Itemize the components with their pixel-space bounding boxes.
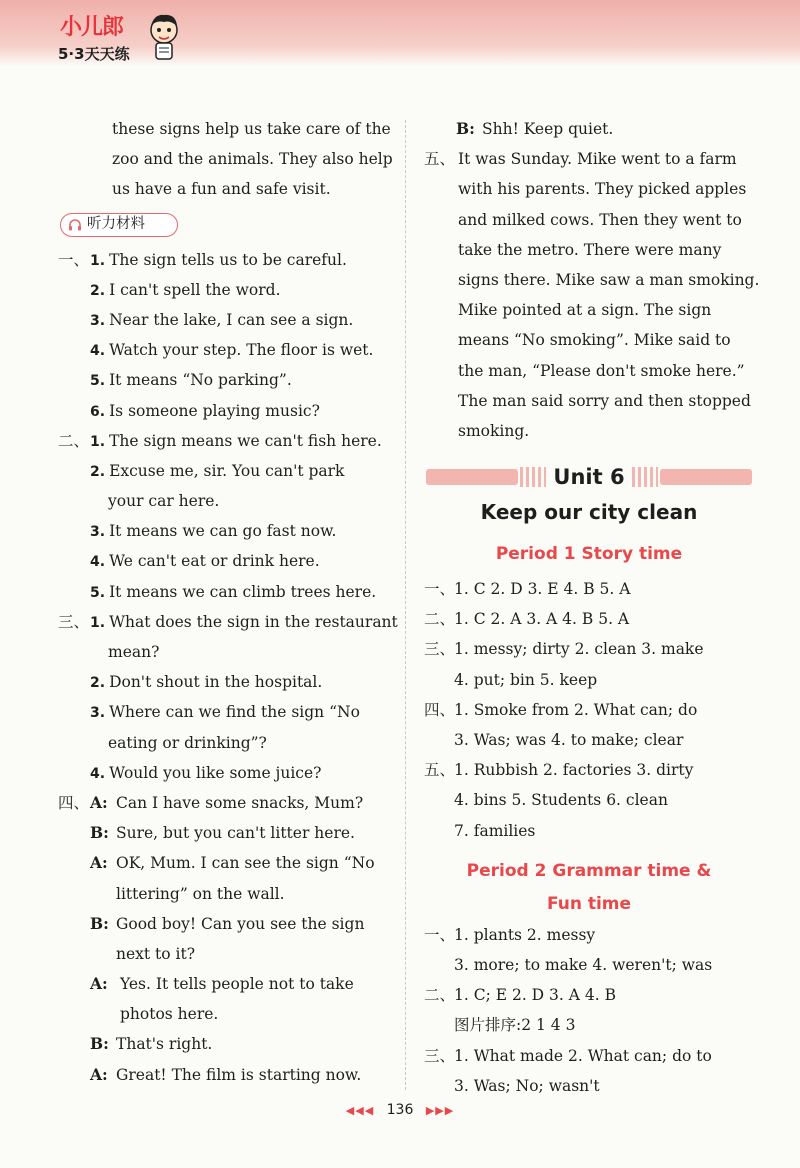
unit-banner	[424, 460, 754, 494]
answer-line: 一、 1. plants 2. messy	[424, 925, 596, 944]
passage-line: take the metro. There were many	[458, 240, 722, 259]
passage-line: with his parents. They picked apples	[458, 180, 747, 199]
section-marker: 三、	[58, 612, 90, 631]
passage-line: 五、 It was Sunday. Mike went to a farm	[424, 144, 754, 174]
dialogue-line: A: Great! The film is starting now.	[90, 1064, 362, 1084]
list-item-cont: your car here.	[108, 492, 220, 511]
brand-title: 小儿郎	[60, 15, 124, 40]
page-number: 136	[386, 1102, 414, 1118]
next-arrows-icon: ▶▶▶	[425, 1104, 455, 1117]
prev-arrows-icon: ◀◀◀	[345, 1104, 375, 1117]
dialogue-line: B: That's right.	[90, 1034, 213, 1054]
right-column	[424, 114, 760, 1101]
period-2-heading-cont: Fun time	[546, 893, 632, 914]
list-item: 2. Don't shout in the hospital.	[90, 673, 323, 692]
column-divider	[405, 120, 406, 1090]
passage-line: means “No smoking”. Mike said to	[458, 331, 731, 350]
header-band	[0, 0, 800, 66]
answer-line: 4. put; bin 5. keep	[454, 670, 598, 689]
answer-line: 3. Was; No; wasn't	[454, 1076, 600, 1095]
dialogue-line: 四、 A: Can I have some snacks, Mum?	[58, 788, 388, 818]
listening-material-label	[58, 205, 388, 245]
answer-line: 二、 1. C 2. A 3. A 4. B 5. A	[424, 610, 630, 629]
passage-line: The man said sorry and then stopped	[458, 391, 751, 410]
list-item-cont: eating or drinking”?	[108, 733, 267, 752]
answer-line: 3. Was; was 4. to make; clear	[454, 731, 684, 749]
list-item: 三、 1. What does the sign in the restaurant	[58, 607, 388, 637]
passage-line: Mike pointed at a sign. The sign	[458, 301, 712, 320]
brand-series: 5·3天天练	[58, 45, 130, 63]
list-item: 5. It means we can climb trees here.	[90, 582, 377, 601]
dialogue-line: A: Yes. It tells people not to take	[90, 974, 354, 994]
answer-line: 3. more; to make 4. weren't; was	[454, 955, 713, 974]
list-item: 5. It means “No parking”.	[90, 371, 292, 390]
section-marker: 四、	[58, 793, 90, 812]
list-item: 6. Is someone playing music?	[90, 401, 320, 420]
passage-line: smoking.	[458, 421, 530, 440]
section-marker: 一、	[58, 250, 90, 269]
answer-line: 一、 1. C 2. D 3. E 4. B 5. A	[424, 580, 631, 599]
answer-line: 三、 1. What made 2. What can; do to	[424, 1046, 712, 1065]
list-item: 2. Excuse me, sir. You can't park	[90, 461, 345, 480]
section-marker: 五、	[424, 150, 456, 169]
list-item: 4. Watch your step. The floor is wet.	[90, 341, 374, 360]
dialogue-line-cont: next to it?	[116, 944, 196, 963]
period-2-heading: Period 2 Grammar time &	[466, 860, 712, 881]
answer-line: 二、 1. C; E 2. D 3. A 4. B	[424, 986, 616, 1005]
list-item-cont: mean?	[108, 643, 160, 661]
dialogue-line: B: Sure, but you can't litter here.	[90, 823, 355, 843]
left-column	[58, 114, 398, 1090]
list-item: 3. It means we can go fast now.	[90, 522, 337, 541]
list-item: 3. Near the lake, I can see a sign.	[90, 310, 354, 329]
answer-line: 7. families	[454, 821, 536, 840]
answer-line: 五、 1. Rubbish 2. factories 3. dirty	[424, 761, 694, 780]
answer-line: 图片排序:2 1 4 3	[454, 1016, 576, 1035]
list-item: 一、 1. The sign tells us to be careful.	[58, 245, 388, 275]
dialogue-line: B: Shh! Keep quiet.	[456, 119, 614, 138]
mascot-icon	[146, 12, 182, 62]
list-item: 4. We can't eat or drink here.	[90, 552, 320, 571]
answer-line: 4. bins 5. Students 6. clean	[454, 791, 668, 810]
dialogue-line: B: Good boy! Can you see the sign	[90, 913, 365, 933]
headphones-icon	[68, 218, 82, 231]
period-1-heading: Period 1 Story time	[495, 544, 683, 565]
page-footer	[0, 1102, 800, 1118]
list-item: 2. I can't spell the word.	[90, 280, 281, 299]
list-item: 3. Where can we find the sign “No	[90, 703, 360, 722]
dialogue-line: A: OK, Mum. I can see the sign “No	[90, 853, 375, 873]
passage-line: signs there. Mike saw a man smoking.	[458, 270, 760, 289]
section-marker: 二、	[58, 431, 90, 450]
list-item: 二、 1. The sign means we can't fish here.	[58, 426, 388, 456]
intro-line: us have a fun and safe visit.	[112, 180, 331, 199]
dialogue-line-cont: littering” on the wall.	[116, 884, 285, 903]
passage-line: and milked cows. Then they went to	[458, 210, 742, 229]
unit-title: Unit 6	[553, 465, 625, 490]
list-item: 4. Would you like some juice?	[90, 763, 322, 782]
unit-subtitle: Keep our city clean	[480, 500, 698, 525]
listening-label-text: 听力材料	[87, 215, 145, 232]
answer-line: 四、 1. Smoke from 2. What can; do	[424, 700, 698, 719]
answer-line: 三、 1. messy; dirty 2. clean 3. make	[424, 640, 704, 659]
passage-line: the man, “Please don't smoke here.”	[458, 361, 745, 380]
dialogue-line-cont: photos here.	[120, 1005, 219, 1024]
brand-logo	[50, 10, 190, 66]
intro-line: these signs help us take care of the	[112, 120, 391, 138]
intro-line: zoo and the animals. They also help	[112, 150, 393, 169]
